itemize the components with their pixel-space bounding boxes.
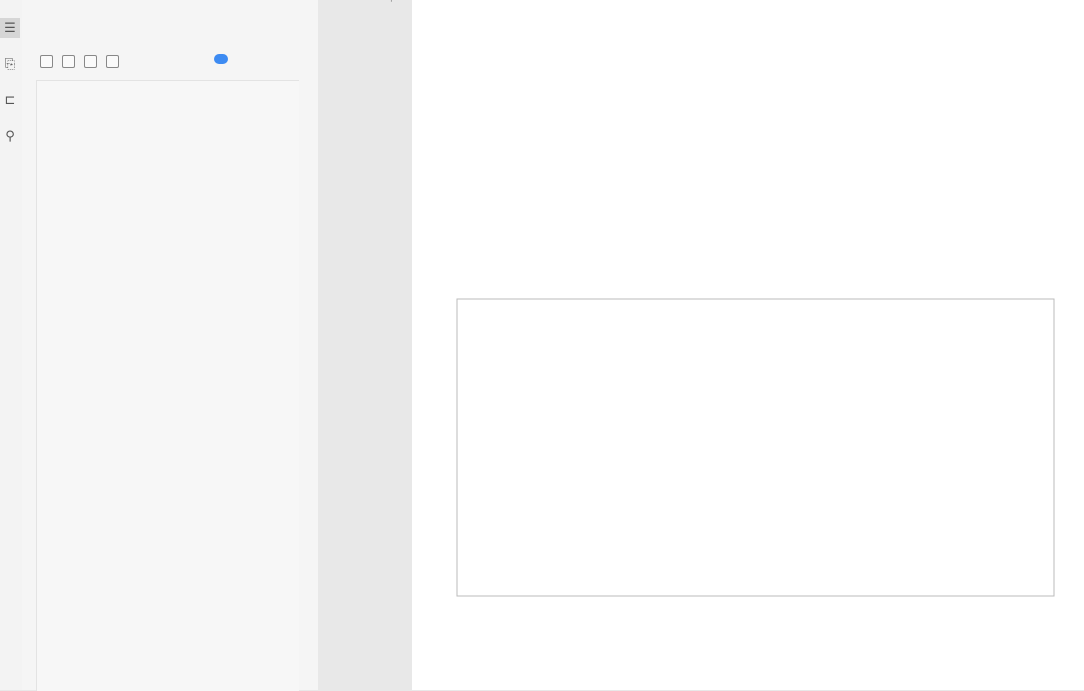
smart-toc-button[interactable] [214,54,232,64]
cloud-icon [214,54,228,64]
document-area[interactable] [340,0,1084,690]
toc-toolbar [40,55,119,68]
toc-panel [22,0,318,690]
tag-icon[interactable]: ⊏ [4,92,16,108]
expand-all-button[interactable] [62,55,75,68]
document-page [390,0,1084,690]
collapse-all-button[interactable] [40,55,53,68]
corner-mark: ⌐ [390,0,398,6]
toc-list[interactable] [36,80,299,691]
add-heading-button[interactable] [84,55,97,68]
remove-heading-button[interactable] [106,55,119,68]
side-rail [0,0,23,690]
toc-icon[interactable]: ☰ [0,18,20,38]
structure-diagram [456,298,1056,598]
search-icon[interactable]: ⚲ [5,128,15,144]
bookmark-icon[interactable]: ⎘ [4,56,16,72]
diagram-frame [457,299,1054,596]
